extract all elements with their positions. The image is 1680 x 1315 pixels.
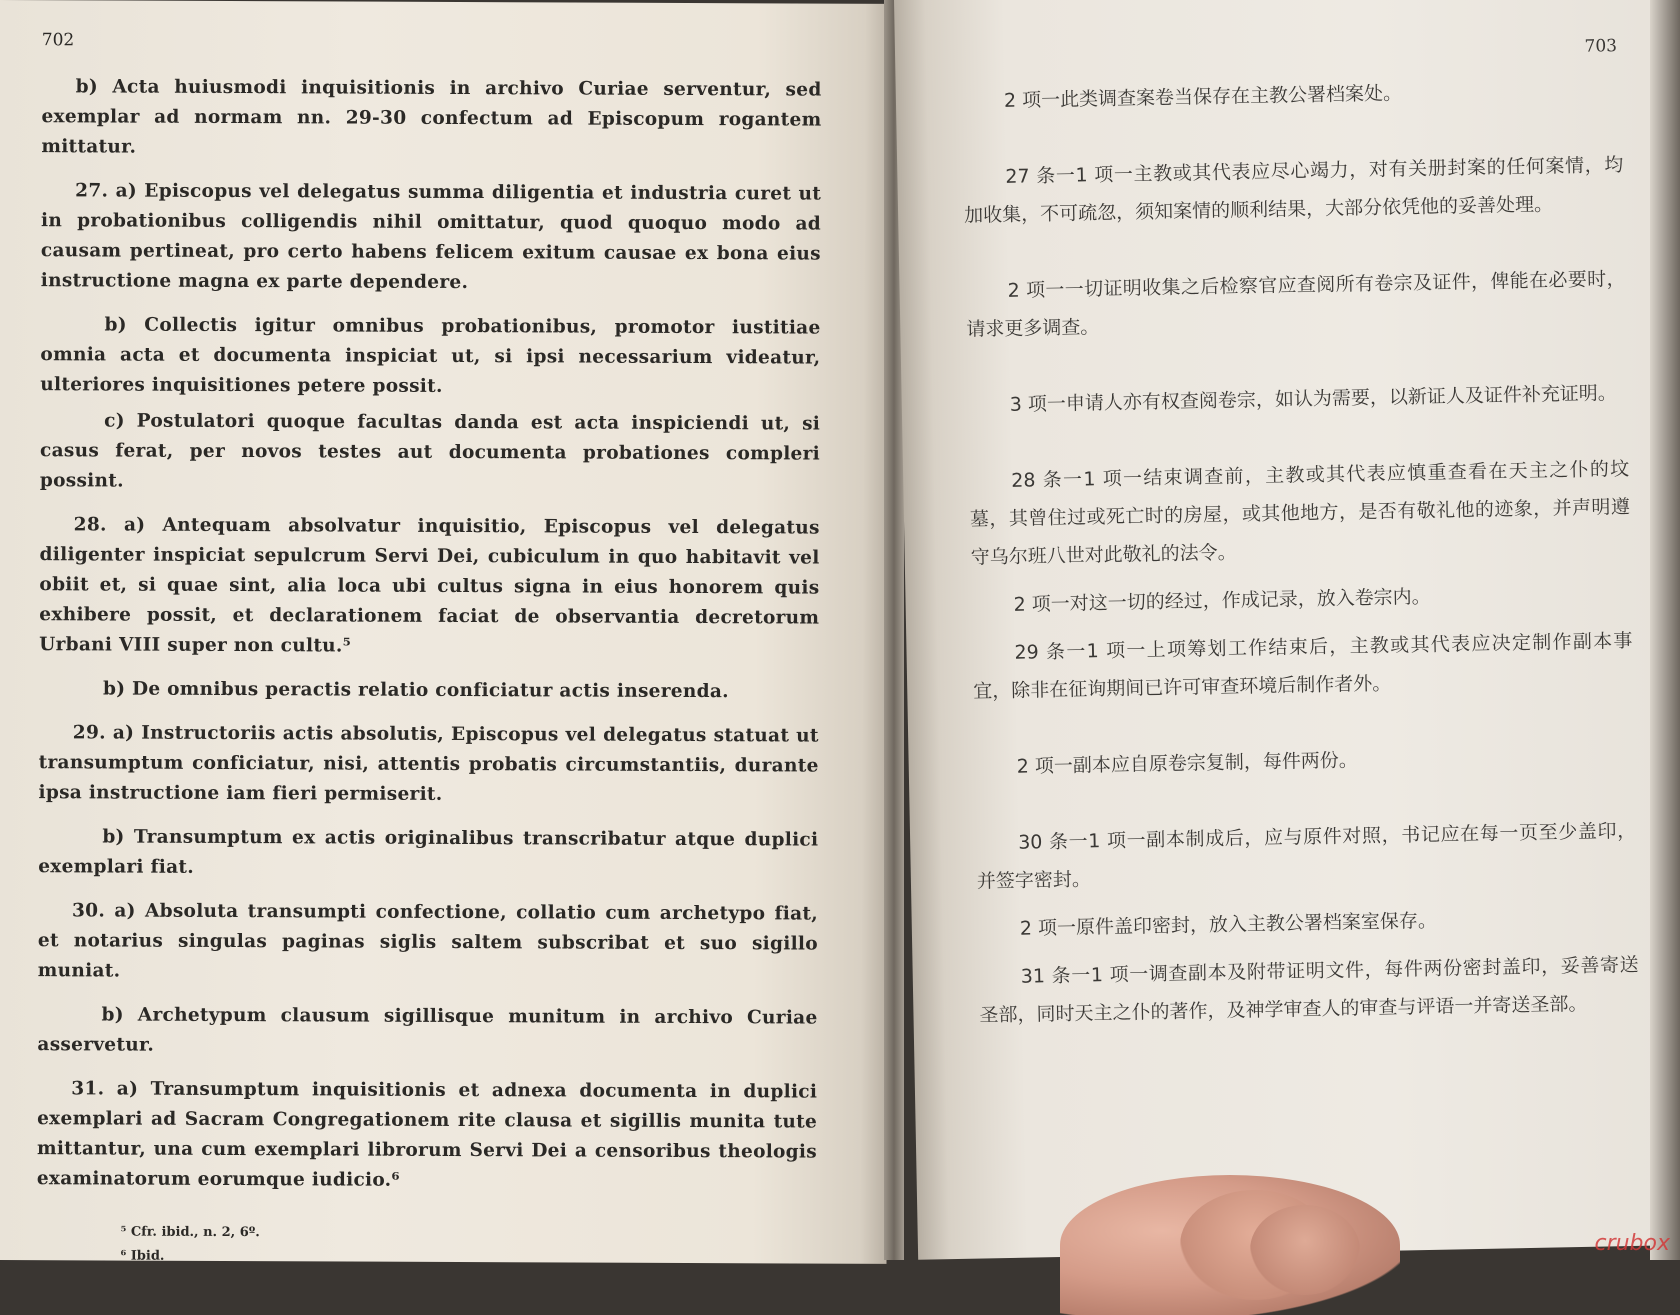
latin-text [37, 72, 822, 1197]
page-number-right: 703 [1584, 36, 1618, 57]
paragraph: 2 项一对这一切的经过，作成记录，放入卷宗内。 [1013, 585, 1431, 616]
paragraph: 28 条一1 项一结束调查前，主教或其代表应慎重查看在天主之仆的坟墓，其曾住过或死亡时的房屋，或其他地方，是否有敬礼他的迹象，并声明遵守乌尔班八世对此敬礼的法令。 [969, 457, 1631, 569]
finger [1250, 1205, 1360, 1295]
footnotes [36, 1220, 816, 1264]
paragraph: 29 条一1 项一上项筹划工作结束后，主教或其代表应决定制作副本事宜，除非在征询期间已许可审查环境后制作者外。 [973, 629, 1633, 703]
footnote: ⁶ Ibid. [120, 1248, 165, 1264]
paragraph: 27 条一1 项一主教或其代表应尽心竭力，对有关册封案的任何案情，均加收集，不可疏忽，须知案情的顺利结果，大部分依凭他的妥善处理。 [963, 154, 1624, 227]
footnote: ⁵ Cfr. ibid., n. 2, 6º. [120, 1224, 260, 1241]
paragraph: c) Postulatori quoque facultas danda est acta inspiciendi ut, si casus ferat, per novos testes aut documenta probationes compleri possint. [39, 410, 821, 492]
right-page [894, 0, 1680, 1260]
paragraph: 2 项一原件盖印密封，放入主教公署档案室保存。 [1019, 909, 1438, 940]
paragraph: 2 项一一切证明收集之后检察官应查阅所有卷宗及证件，俾能在必要时，请求更多调查。 [966, 268, 1626, 341]
paragraph: 31. a) Transumptum inquisitionis et adnexa documenta in duplici exemplari ad Sacram Congregationem rite clausa et sigillis munita tute mittantur, una cum exemplari librorum Servi Dei a censoribus theologis examinatorum eorumque iudicio.⁶ [36, 1078, 818, 1191]
chinese-text [962, 70, 1640, 1034]
paragraph: 30. a) Absoluta transumpti confectione, collatio cum archetypo fiat, et notarius singulas paginas siglis saltem subscribat et suo sigillo muniat. [37, 900, 819, 982]
paragraph: 31 条一1 项一调查副本及附带证明文件，每件两份密封盖印，妥善寄送圣部，同时天主之仆的著作，及神学审查人的审查与评语一并寄送圣部。 [979, 953, 1639, 1027]
paragraph: 29. a) Instructoriis actis absolutis, Episcopus vel delegatus statuat ut transumptum conficiatur, nisi, attentis probatis circumstantiis, durante ipsa instructione iam fieri permiserit. [38, 722, 819, 805]
paragraph: b) Archetypum clausum sigillisque munitum in archivo Curiae asservetur. [37, 1004, 818, 1056]
paragraph: 2 项一此类调查案卷当保存在主教公署档案处。 [1003, 82, 1403, 112]
paragraph: 28. a) Antequam absolvatur inquisitio, Episcopus vel delegatus diligenter inspiciat sepulcrum Servi Dei, cubiculum in quo habitavit vel obiit et, si quae sint, alia loca ubi cultus signa in eius honorem quis exhibere possit, et declarationem faciat de observantia decretorum Urbani VIII super non cultu.⁵ [39, 514, 820, 657]
paragraph: b) Acta huiusmodi inquisitionis in archivo Curiae serventur, sed exemplar ad normam nn. 29-30 confectum ad Episcopum rogantem mittatur. [41, 76, 822, 158]
page-number-left: 702 [41, 30, 75, 51]
watermark-text: crubox [1594, 1231, 1670, 1256]
paragraph: b) Collectis igitur omnibus probationibus, promotor iustitiae omnia acta et documenta inspiciat ut, si ipsi necessarium videatur, ulteriores inquisitiones petere possit. [40, 314, 821, 397]
paragraph: 27. a) Episcopus vel delegatus summa diligentia et industria curet ut in probationibus colligendis nihil omittatur, quod quoquo modo ad causam pertineat, pro certo habens felicem exitum causae ex bona eius instructione magna ex parte dependere. [40, 180, 822, 294]
paragraph: 30 条一1 项一副本制成后，应与原件对照，书记应在每一页至少盖印，并签字密封。 [976, 819, 1637, 893]
paragraph: 3 项一申请人亦有权查阅卷宗，如认为需要，以新证人及证件补充证明。 [1009, 382, 1618, 416]
page-edge [1650, 0, 1680, 1260]
paragraph: 2 项一副本应自原卷宗复制，每件两份。 [1016, 749, 1359, 778]
paragraph: b) Transumptum ex actis originalibus transcribatur atque duplici exemplari fiat. [38, 826, 819, 878]
paragraph: b) De omnibus peractis relatio conficiatur actis inserenda. [102, 678, 729, 703]
